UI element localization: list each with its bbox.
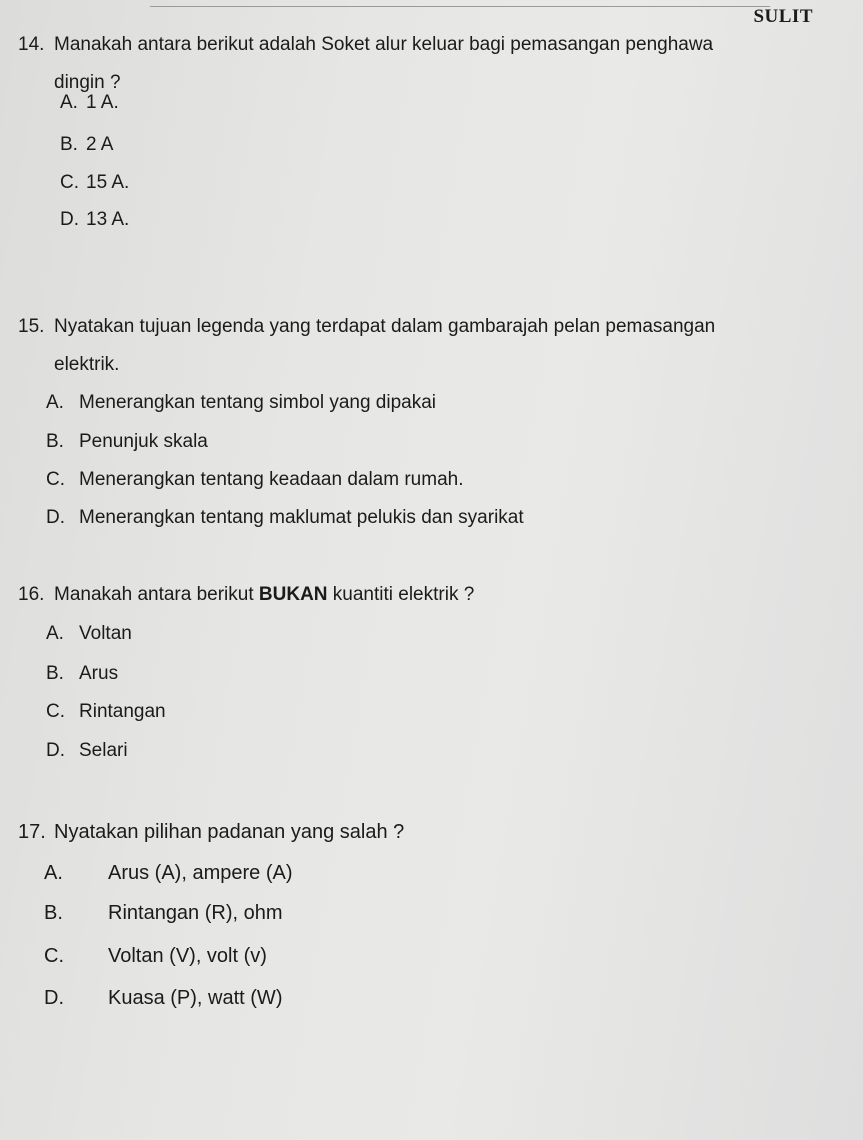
page-top-rule [150,6,770,7]
option-text: Selari [79,740,128,761]
option-a [46,622,132,646]
option-label: D. [44,987,64,1009]
option-c [46,700,166,724]
option-text: Arus (A), ampere (A) [108,862,293,884]
option-label: C. [46,469,65,490]
question-text-line-1: Manakah antara berikut adalah Soket alur keluar bagi pemasangan penghawa [54,34,714,55]
option-text: Arus [79,663,119,684]
question-number: 17. [18,821,46,843]
option-c [60,171,129,195]
option-d [60,208,129,232]
option-text: Rintangan (R), ohm [108,902,283,924]
option-text: 2 A [86,134,114,155]
question-stem [18,308,828,384]
option-text: Penunjuk skala [79,431,208,452]
option-label: B. [60,134,78,155]
option-label: B. [44,902,63,924]
question-stem [18,576,818,614]
option-label: C. [60,172,79,193]
option-d [46,506,524,530]
question-text-line-1: Nyatakan pilihan padanan yang salah ? [54,821,405,843]
option-text: Voltan [79,623,132,644]
question-stem [18,813,818,851]
question-17 [0,813,863,1009]
option-text: Menerangkan tentang maklumat pelukis dan syarikat [79,507,524,528]
option-label: A. [46,623,64,644]
option-b [46,662,118,686]
option-a [44,861,292,885]
option-d [46,739,128,763]
option-text: Voltan (V), volt (v) [108,945,267,967]
option-label: B. [46,431,64,452]
option-label: B. [46,663,64,684]
question-text-line-1: Nyatakan tujuan legenda yang terdapat dalam gambarajah pelan pemasangan [54,316,716,337]
option-text: 1 A. [86,92,119,113]
option-label: D. [46,740,65,761]
option-c [46,468,463,492]
question-text-line-2: dingin ? [54,72,121,93]
option-b [46,430,208,454]
question-16 [0,576,863,761]
question-text [18,576,818,614]
option-text: Menerangkan tentang simbol yang dipakai [79,392,437,413]
question-stem [18,26,818,102]
question-text-line-2: elektrik. [54,354,120,375]
option-c [44,944,267,968]
question-14 [0,26,863,230]
question-number: 15. [18,316,45,337]
question-text-part: Manakah antara berikut [54,584,259,605]
option-text: 13 A. [86,209,130,230]
question-text-part: kuantiti elektrik ? [327,584,475,605]
emphasis-bukan: BUKAN [258,584,328,605]
option-label: A. [60,92,78,113]
option-label: D. [46,507,65,528]
option-label: A. [44,862,63,884]
question-number: 14. [18,34,45,55]
option-a [60,91,119,115]
option-label: A. [46,392,64,413]
option-b [44,901,283,925]
option-label: C. [44,945,64,967]
option-d [44,986,282,1010]
question-number: 16. [18,584,45,605]
option-label: C. [46,701,65,722]
question-15 [0,308,863,528]
option-text: Menerangkan tentang keadaan dalam rumah. [79,469,464,490]
option-text: Kuasa (P), watt (W) [108,987,283,1009]
sulit-header: SULIT [753,6,813,27]
option-b [60,133,113,157]
option-label: D. [60,209,79,230]
option-text: 15 A. [86,172,130,193]
option-a [46,391,436,415]
option-text: Rintangan [79,701,166,722]
